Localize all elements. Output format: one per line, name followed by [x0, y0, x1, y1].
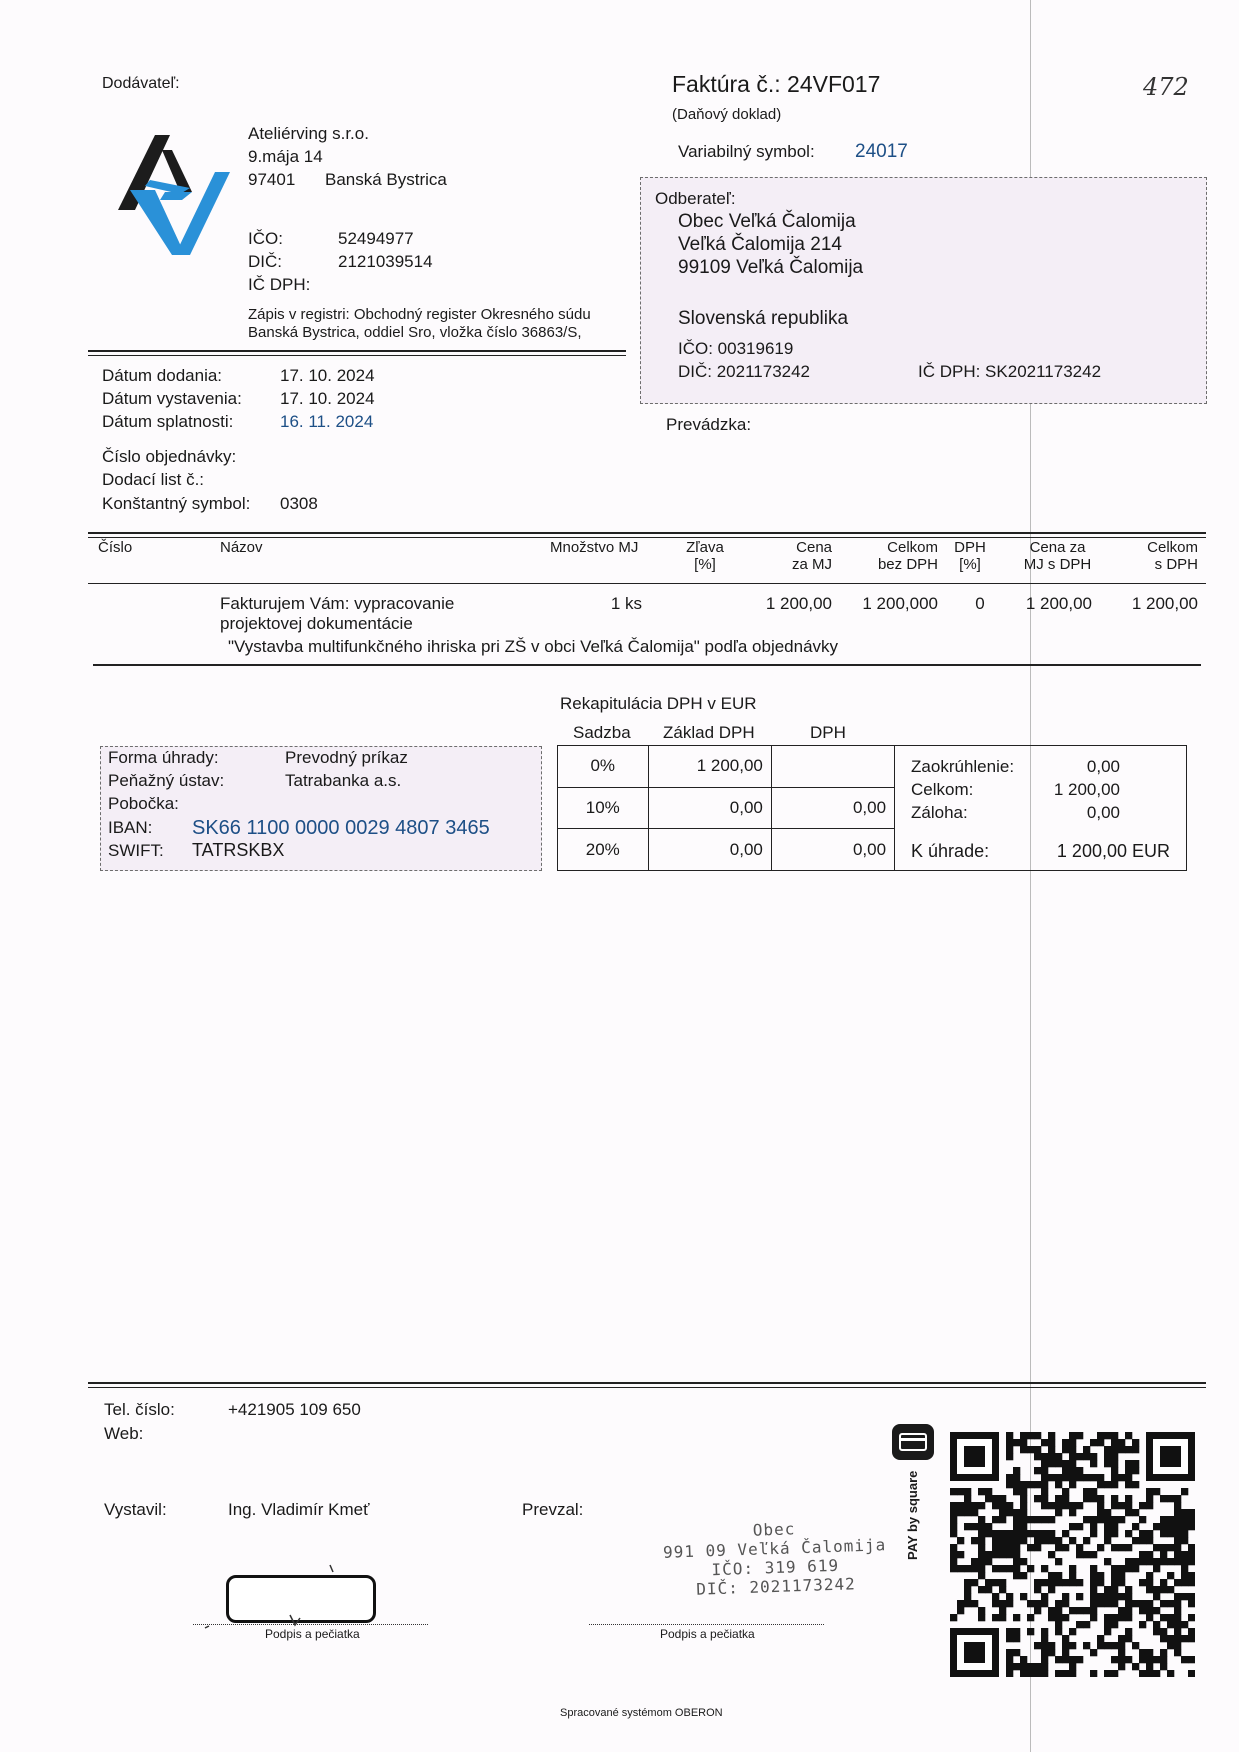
item-name-line1: Fakturujem Vám: vypracovanie: [220, 594, 455, 613]
customer-zip-city: 99109 Veľká Čalomija: [678, 257, 864, 278]
supplier-icdph-label: IČ DPH:: [248, 275, 311, 294]
supplier-name: Ateliérving s.r.o.: [248, 124, 369, 143]
web-label: Web:: [104, 1424, 144, 1443]
branch-label: Pobočka:: [108, 794, 179, 813]
supplier-dic-label: DIČ:: [248, 252, 282, 271]
delivery-date: 17. 10. 2024: [280, 366, 375, 385]
col-name: Názov: [220, 539, 263, 556]
swift-label: SWIFT:: [108, 841, 164, 860]
vat-base: 1 200,00: [648, 746, 771, 788]
item-unit-price-vat: 1 200,00: [1025, 594, 1092, 613]
item-description: "Vystavba multifunkčného ihriska pri ZŠ v obci Veľká Čalomija" podľa objednávky: [228, 637, 839, 656]
deposit-value: 0,00: [1086, 803, 1120, 822]
item-unit-price: 1 200,00: [765, 594, 832, 613]
supplier-register-line2: Banská Bystrica, oddiel Sro, vložka číslo 36863/S,: [248, 324, 582, 341]
payment-method: Prevodný príkaz: [285, 748, 408, 767]
vat-rate: 10%: [558, 787, 649, 829]
total-label: Celkom:: [911, 780, 974, 799]
col-unit-price: Cena za MJ: [791, 539, 832, 573]
stamp-line: 991 09 Veľká Čalomija: [662, 1535, 887, 1562]
vat-row-0: [558, 746, 1187, 788]
vat-col-vat: DPH: [810, 723, 846, 742]
supplier-divider: [88, 350, 626, 356]
iban-value: SK66 1100 0000 0029 4807 3465: [192, 817, 490, 839]
pay-by-square-label: PAY by square: [905, 1470, 920, 1560]
invoice-subtitle: (Daňový doklad): [672, 106, 782, 123]
card-icon: [892, 1424, 934, 1460]
to-pay-label: K úhrade:: [911, 841, 990, 861]
supplier-zip: 97401: [248, 170, 296, 189]
stamp-line: IČO: 319 619: [711, 1555, 840, 1580]
customer-name: Obec Veľká Čalomija: [678, 211, 856, 232]
vat-col-rate: Sadzba: [573, 723, 631, 742]
issue-date-label: Dátum vystavenia:: [102, 389, 242, 408]
delivery-date-label: Dátum dodania:: [102, 366, 223, 385]
footer-divider: [88, 1382, 1206, 1388]
const-symbol: 0308: [280, 494, 318, 513]
col-total-vat: Celkom s DPH: [1147, 539, 1198, 573]
swift-value: TATRSKBX: [192, 840, 285, 860]
customer-ico: IČO: 00319619: [678, 339, 794, 358]
company-logo-icon: [110, 130, 235, 255]
customer-icdph: IČ DPH: SK2021173242: [918, 362, 1102, 381]
rounding-value: 0,00: [1086, 757, 1120, 776]
qr-code-icon: [950, 1432, 1195, 1677]
received-label: Prevzal:: [522, 1500, 584, 1519]
due-date: 16. 11. 2024: [280, 412, 374, 431]
col-qty: Množstvo MJ: [550, 539, 639, 556]
signature-line-2: [589, 1624, 824, 1625]
vat-col-base: Základ DPH: [663, 723, 755, 742]
vat-rate: 0%: [558, 746, 649, 788]
signature-label-2: Podpis a pečiatka: [660, 1627, 755, 1641]
supplier-street: 9.mája 14: [248, 147, 323, 166]
stamp-line: Obec: [752, 1519, 796, 1540]
tel-value: +421905 109 650: [228, 1400, 361, 1419]
item-vat-rate: 0: [975, 594, 985, 613]
supplier-ico: 52494977: [338, 229, 414, 248]
issued-by-name: Ing. Vladimír Kmeť: [228, 1500, 370, 1519]
premises-label: Prevádzka:: [666, 415, 752, 434]
issue-date: 17. 10. 2024: [280, 389, 375, 408]
municipality-stamp: [659, 1516, 892, 1600]
tel-label: Tel. číslo:: [104, 1400, 175, 1419]
deposit-label: Záloha:: [911, 803, 968, 822]
vat-recap-title: Rekapitulácia DPH v EUR: [560, 694, 757, 713]
stamp-line: DIČ: 2021173242: [695, 1574, 857, 1599]
item-qty: 1 ks: [610, 594, 642, 613]
col-vat-rate: DPH [%]: [954, 539, 986, 573]
supplier-ico-label: IČO:: [248, 229, 283, 248]
items-table-header-border: [88, 583, 1206, 584]
item-total-net: 1 200,000: [862, 594, 938, 613]
vat-amount: 0,00: [771, 787, 894, 829]
items-table-bottom-border: [93, 664, 1201, 666]
customer-heading: Odberateľ:: [655, 189, 736, 208]
iban-label: IBAN:: [108, 818, 153, 837]
handwritten-note: 472: [1143, 73, 1189, 101]
signature-line-1: [193, 1624, 428, 1625]
supplier-heading: Dodávateľ:: [102, 75, 180, 92]
col-number: Číslo: [98, 539, 133, 556]
item-total-vat: 1 200,00: [1131, 594, 1198, 613]
var-symbol: 24017: [855, 141, 908, 162]
issued-by-label: Vystavil:: [104, 1500, 167, 1519]
order-number-label: Číslo objednávky:: [102, 447, 237, 466]
const-symbol-label: Konštantný symbol:: [102, 494, 251, 513]
customer-country: Slovenská republika: [678, 308, 849, 329]
vat-amount: 0,00: [771, 829, 894, 871]
vat-amount: [771, 746, 894, 788]
supplier-dic: 2121039514: [338, 252, 433, 271]
col-unit-price-vat: Cena za MJ s DPH: [1023, 539, 1092, 573]
bank-label: Peňažný ústav:: [108, 771, 225, 790]
vat-rate: 20%: [558, 829, 649, 871]
rounding-label: Zaokrúhlenie:: [911, 757, 1015, 776]
total-value: 1 200,00: [1053, 780, 1120, 799]
to-pay-value: 1 200,00 EUR: [1056, 841, 1170, 861]
col-total-net: Celkom bez DPH: [877, 539, 938, 573]
customer-dic: DIČ: 2021173242: [678, 362, 811, 381]
vat-base: 0,00: [648, 787, 771, 829]
vat-base: 0,00: [648, 829, 771, 871]
supplier-register-line1: Zápis v registri: Obchodný register Okresného súdu: [248, 306, 591, 323]
var-symbol-label: Variabilný symbol:: [678, 142, 815, 161]
supplier-city: Banská Bystrica: [325, 170, 447, 189]
col-discount: Zľava [%]: [686, 539, 724, 573]
vat-recap-table: [557, 745, 1187, 871]
bank-name: Tatrabanka a.s.: [285, 771, 402, 790]
vat-summary-cell: [895, 746, 1187, 871]
customer-street: Veľká Čalomija 214: [678, 234, 842, 255]
invoice-title: Faktúra č.: 24VF017: [672, 71, 881, 97]
system-note: Spracované systémom OBERON: [560, 1707, 723, 1719]
delivery-note-label: Dodací list č.:: [102, 470, 205, 489]
signature-label-1: Podpis a pečiatka: [265, 1627, 360, 1641]
items-table-top-border: [88, 532, 1206, 538]
due-date-label: Dátum splatnosti:: [102, 412, 234, 431]
item-name-line2: projektovej dokumentácie: [220, 614, 413, 633]
payment-method-label: Forma úhrady:: [108, 748, 219, 767]
